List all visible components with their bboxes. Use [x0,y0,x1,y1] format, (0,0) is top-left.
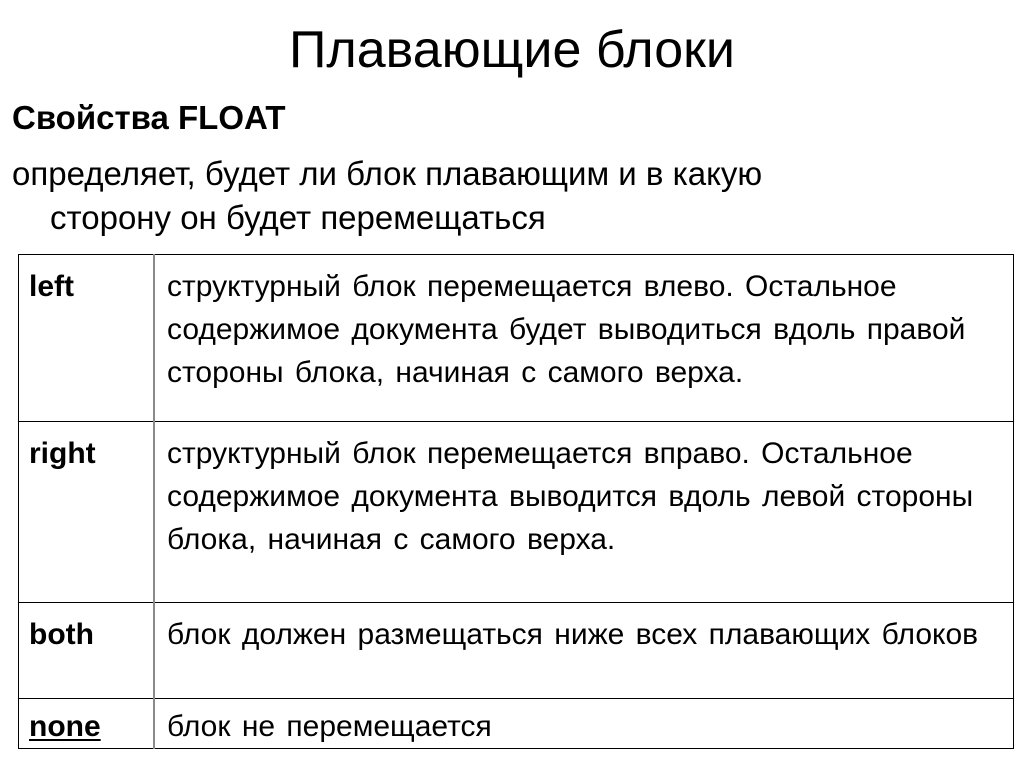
definition-paragraph [12,152,1002,240]
value-cell-right: right [19,422,155,603]
description-cell-left: структурный блок перемещается влево. Остальное содержимое документа будет выводиться вдоль правой стороны блока, начиная с самого верха. [154,255,1014,422]
table-row-right [19,422,1014,603]
value-cell-none [19,699,155,749]
value-cell-left: left [19,255,155,422]
definition-line-2: сторону он будет перемещаться [50,199,546,236]
description-cell-both: блок должен размещаться ниже всех плавающих блоков [154,603,1014,699]
table-row-none [19,699,1014,749]
description-cell-right: структурный блок перемещается вправо. Остальное содержимое документа выводится вдоль левой стороны блока, начиная с самого верха. [154,422,1014,603]
table-row-left [19,255,1014,422]
definition-line-1: определяет, будет ли блок плавающим и в какую [12,155,763,192]
value-cell-both: both [19,603,155,699]
section-subheading: Свойства FLOAT [12,99,286,136]
slide-title: Плавающие блоки [289,21,735,79]
description-cell-none: блок не перемещается [154,699,1014,749]
table-row-both [19,603,1014,699]
value-none-link-text: none [29,710,101,743]
float-values-table [18,254,1014,749]
